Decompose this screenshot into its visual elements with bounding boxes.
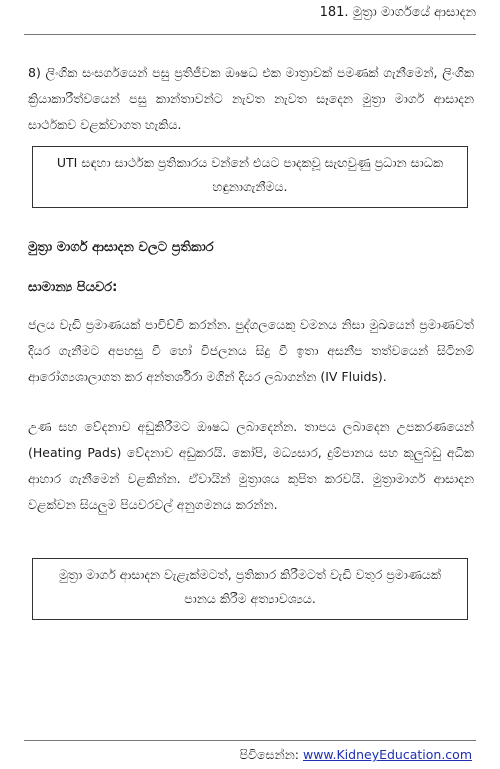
callout-text-uti: UTI සඳහා සාර්ථක ප්‍රතිකාරය වන්නේ එයට පාදකවූ සැඟවුණු ප්‍රධාන සාධක හඳුනාගැනීමය. xyxy=(56,155,444,194)
footer xyxy=(240,747,472,763)
treatment-paragraph-fluids: ජලය වැඩි ප්‍රමාණයක් පාවිච්චි කරන්න. පුද්ගලයෙකු වමනය නිසා මුඛයෙන් ප්‍රමාණවත් දියර ගැනීමට අපහසු වී හෝ විජලනය සිදු වී ඉතා අසනීප තත්වයෙන් සිටිනම් ආරෝග්‍යශාලාගත කර අන්තර්ශිරා මගින් දියර ලබාගන්න (IV Fluids). xyxy=(28,317,474,384)
section-heading-treatment: මුත්‍රා මාර්ග ආසාදන වලට ප්‍රතිකාර xyxy=(28,240,214,255)
treatment-paragraph-pain: උණ සහ වේදනාව අඩුකිරීමට ඖෂධ ලබාදෙන්න. තාපය ලබාදෙන උපකරණයෙන් (Heating Pads) වේදනාව අඩුකරයි. කෝපි, මධ්‍යසාර, දුම්පානය සහ කුලුබඩු අධික ආහාර ගැනීමෙන් වළකින්න. ඒවායින් මුත්‍රාශය කුපිත කරවයි. මුත්‍රාමාර්ග ආසාදන වළක්වන සියලුම පියවරවල් අනුගමනය කරන්න. xyxy=(28,419,474,512)
website-link[interactable]: www.KidneyEducation.com xyxy=(302,747,472,762)
footer-divider xyxy=(24,740,476,741)
callout-box-uti xyxy=(32,146,468,208)
footer-label: පිවිසෙන්න: xyxy=(239,747,299,762)
callout-box-water xyxy=(32,558,468,620)
callout-text-water: මුත්‍රා මාර්ග ආසාදන වැළැක්මටත්, ප්‍රතිකාර කිරීමටත් වැඩි වතුර ප්‍රමාණයක් පානය කිරීම අත්‍යාවශ්‍යය. xyxy=(58,567,442,606)
subheading-general-steps: සාමාන්‍ය පියවර: xyxy=(28,280,118,295)
page-header: 181. මුත්‍රා මාර්ගයේ ආසාදන xyxy=(319,5,476,20)
header-divider xyxy=(24,34,476,35)
intro-paragraph: 8) ලිංගික සංසර්ගයෙන් පසු ප්‍රතිජීවක ඖෂධ එක මාත්‍රාවක් පමණක් ගැනීමෙන්, ලිංගික ක්‍රියාකාරීත්වයෙන් පසු කාන්තාවන්ට නැවත නැවත සෑදෙන මුත්‍රා මාර්ග ආසාදන සාර්ථකව වළක්වාගත හැකිය. xyxy=(28,65,474,132)
